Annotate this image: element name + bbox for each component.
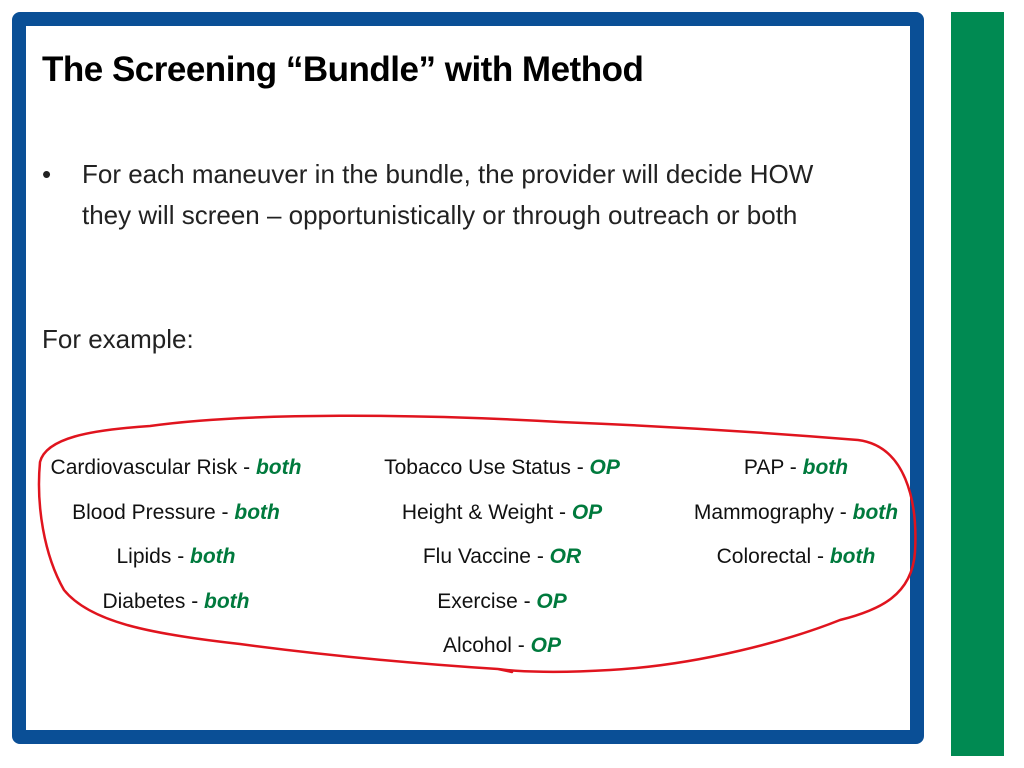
screening-item [352, 580, 652, 625]
screening-item-separator: - [833, 500, 853, 524]
screening-item-separator: - [783, 456, 803, 479]
screening-item [646, 535, 946, 580]
screening-method: OR [549, 545, 582, 568]
screening-method: OP [571, 500, 603, 524]
screening-method: both [204, 589, 250, 613]
bullet-text: For each maneuver in the bundle, the provider will decide HOW they will screen – opportunistically or through outreach or both [82, 159, 814, 230]
screening-item-separator: - [185, 589, 205, 613]
screening-examples [26, 446, 906, 676]
screening-item-separator: - [517, 589, 537, 613]
example-label: For example: [42, 324, 194, 354]
screening-method: both [852, 500, 899, 524]
screening-item-separator: - [811, 545, 830, 568]
screening-item-name: Alcohol [443, 634, 512, 657]
screening-item-separator: - [570, 456, 590, 479]
screening-item [26, 535, 326, 580]
screening-item-name: Lipids [116, 545, 172, 568]
bullet-symbol: • [42, 159, 52, 189]
screening-item [26, 491, 326, 536]
screening-item-separator: - [511, 634, 531, 657]
screening-method: both [802, 456, 849, 479]
screening-item [352, 535, 652, 580]
screening-item-name: Cardiovascular Risk [50, 456, 238, 479]
screening-item-separator: - [171, 545, 191, 568]
screening-item-name: Diabetes [102, 589, 186, 613]
screening-item-name: Exercise [437, 589, 518, 613]
examples-column-2 [352, 446, 652, 669]
examples-column-3 [646, 446, 946, 580]
screening-item [646, 446, 946, 491]
screening-method: both [234, 500, 280, 524]
slide-title: The Screening “Bundle” with Method [42, 50, 644, 89]
screening-item-name: Blood Pressure [72, 500, 216, 524]
screening-item [26, 580, 326, 625]
screening-method: both [190, 545, 236, 568]
screening-method: both [255, 456, 302, 479]
screening-item [26, 446, 326, 491]
screening-item-name: Height & Weight [401, 500, 554, 524]
screening-item-name: Flu Vaccine [422, 545, 531, 568]
examples-column-1 [26, 446, 326, 624]
screening-method: OP [530, 634, 561, 657]
screening-item [352, 491, 652, 536]
screening-item-name: Colorectal [716, 545, 812, 568]
screening-item [352, 624, 652, 669]
screening-item-name: PAP [743, 456, 784, 479]
screening-item-name: Tobacco Use Status [384, 456, 571, 479]
screening-item-name: Mammography [693, 500, 834, 524]
screening-item [646, 491, 946, 536]
screening-item-separator: - [215, 500, 235, 524]
screening-item [352, 446, 652, 491]
screening-method: both [829, 545, 876, 568]
side-accent-bar [951, 12, 1004, 756]
screening-item-separator: - [553, 500, 572, 524]
screening-item-separator: - [237, 456, 256, 479]
screening-method: OP [536, 589, 567, 613]
screening-method: OP [589, 456, 620, 479]
screening-item-separator: - [531, 545, 550, 568]
